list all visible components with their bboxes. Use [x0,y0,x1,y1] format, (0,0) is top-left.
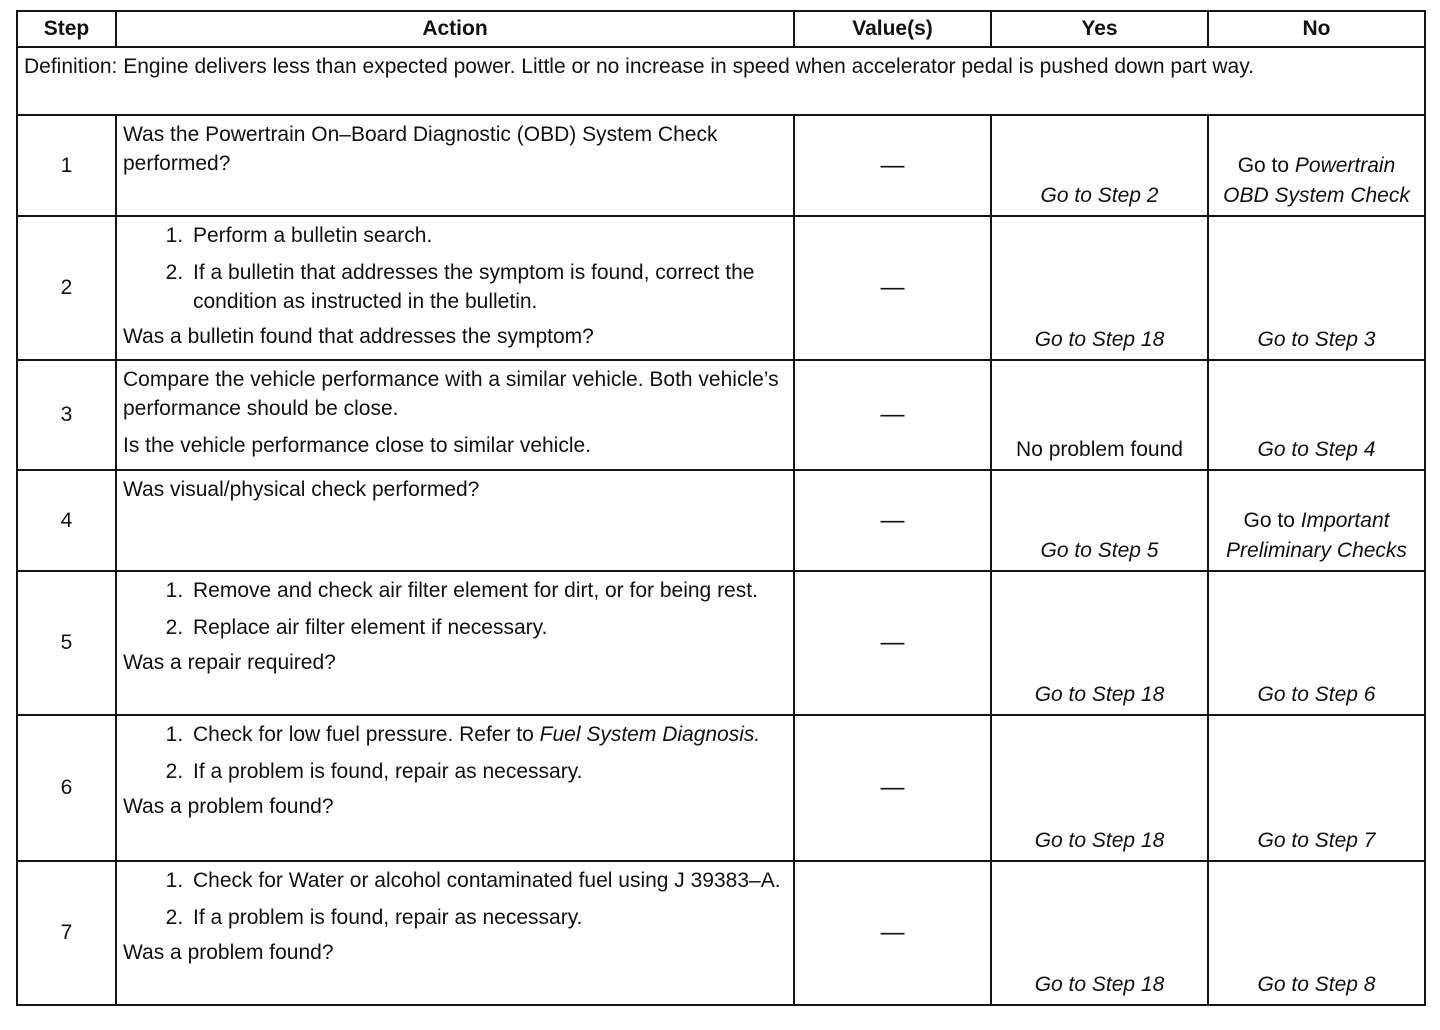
value-cell: — [794,571,991,715]
no-cell: Go to Step 4 [1208,360,1425,470]
header-values: Value(s) [794,11,991,47]
value-cell: — [794,115,991,216]
action-list-item: 2. If a problem is found, repair as necessary. [189,903,787,932]
action-list-item: 2. If a bulletin that addresses the symptom is found, correct the condition as instructed in the bulletin. [189,258,787,316]
action-list [123,720,787,786]
diagnostic-table-page [16,10,1424,1006]
no-cell: Go to Step 7 [1208,715,1425,861]
action-list-item [189,720,787,749]
action-cell [116,360,794,470]
yes-cell: Go to Step 18 [991,715,1208,861]
no-cell: Go to Step 3 [1208,216,1425,360]
action-question: Was a bulletin found that addresses the symptom? [123,325,594,348]
no-cell: Go to Step 6 [1208,571,1425,715]
no-link-text: Powertrain OBD System Check [1223,154,1410,207]
action-cell [116,861,794,1005]
action-cell [116,115,794,216]
header-row [17,11,1425,47]
action-list-item: 2. If a problem is found, repair as necessary. [189,757,787,786]
reference-link-text: Fuel System Diagnosis. [539,723,761,746]
yes-cell: Go to Step 18 [991,571,1208,715]
definition-text: Definition: Engine delivers less than expected power. Little or no increase in speed when accelerator pedal is pushed down part way. [17,47,1425,115]
action-list-item: 1. Check for Water or alcohol contaminated fuel using J 39383–A. [189,866,787,895]
step-number: 7 [17,861,116,1005]
action-list-item-text: Check for low fuel pressure. Refer to [193,723,534,746]
action-cell [116,216,794,360]
yes-cell: Go to Step 18 [991,861,1208,1005]
diagnostic-table [16,10,1426,1006]
step-number: 5 [17,571,116,715]
action-question: Was a repair required? [123,651,336,674]
step-number: 1 [17,115,116,216]
table-row [17,360,1425,470]
header-no: No [1208,11,1425,47]
header-step: Step [17,11,116,47]
header-action: Action [116,11,794,47]
action-cell [116,470,794,571]
yes-cell: Go to Step 5 [991,470,1208,571]
header-yes: Yes [991,11,1208,47]
table-row [17,115,1425,216]
yes-cell: Go to Step 18 [991,216,1208,360]
no-cell: Go to Step 8 [1208,861,1425,1005]
no-link-text: Important Preliminary Checks [1226,509,1407,562]
no-prefix: Go to [1237,154,1290,177]
action-list [123,221,787,316]
action-cell [116,571,794,715]
action-question: Was the Powertrain On–Board Diagnostic (OBD) System Check performed? [123,123,718,175]
value-cell: — [794,715,991,861]
yes-cell: Go to Step 2 [991,115,1208,216]
action-list [123,576,787,642]
no-cell [1208,470,1425,571]
value-cell: — [794,360,991,470]
action-list-item: 1. Remove and check air filter element for dirt, or for being rest. [189,576,787,605]
action-list-item: 2. Replace air filter element if necessary. [189,613,787,642]
step-number: 3 [17,360,116,470]
value-cell: — [794,216,991,360]
definition-row [17,47,1425,115]
action-list [123,866,787,932]
action-list-item: 1. Perform a bulletin search. [189,221,787,250]
no-prefix: Go to [1243,509,1295,532]
table-row [17,216,1425,360]
action-question: Was a problem found? [123,795,334,818]
action-question: Is the vehicle performance close to similar vehicle. [123,434,592,457]
table-row [17,571,1425,715]
step-number: 4 [17,470,116,571]
action-cell [116,715,794,861]
value-cell: — [794,470,991,571]
step-number: 6 [17,715,116,861]
no-cell [1208,115,1425,216]
action-question: Was a problem found? [123,941,334,964]
table-row [17,715,1425,861]
action-question: Was visual/physical check performed? [123,478,480,501]
yes-cell: No problem found [991,360,1208,470]
table-row [17,470,1425,571]
value-cell: — [794,861,991,1005]
step-number: 2 [17,216,116,360]
table-row [17,861,1425,1005]
action-instruction: Compare the vehicle performance with a similar vehicle. Both vehicle’s performance should be close. [123,368,779,420]
